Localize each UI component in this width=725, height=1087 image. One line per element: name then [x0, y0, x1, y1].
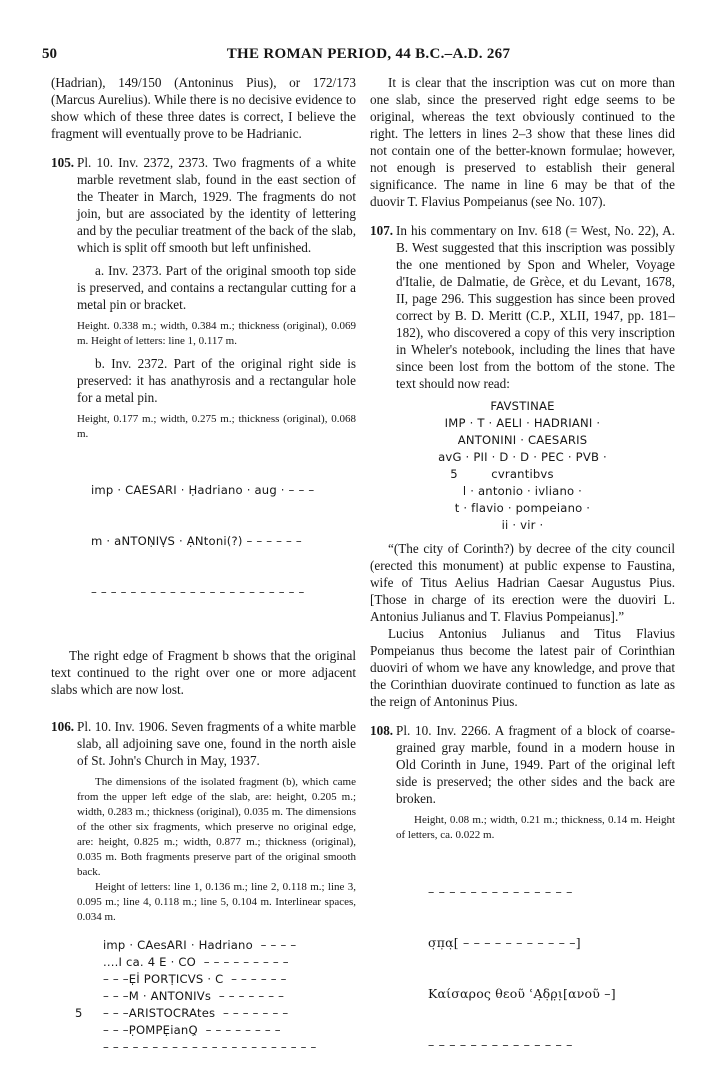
left-column — [51, 74, 356, 1056]
entry-108 — [370, 722, 675, 807]
inscription-line — [370, 398, 675, 415]
inscription-line — [75, 1039, 356, 1056]
inscription-text: imp · CAesARI · Hadriano – – – – — [103, 938, 297, 952]
inscription-line — [75, 954, 356, 971]
inscription-line — [75, 971, 356, 988]
inscription-line — [75, 1005, 356, 1022]
inscription-line — [370, 415, 675, 432]
inscription-line — [370, 483, 675, 500]
entry-108-description: Pl. 10. Inv. 2266. A fragment of a block of coarse-grained gray marble, found in a modern house in Old Corinth in June, 1949. Part of the original left side is preserved; the other sides and the back are broken. — [396, 723, 675, 806]
line-number: 5 — [450, 467, 458, 481]
inscription-line: imp · CAESARI · Ḥadriano · aug · – – – — [91, 483, 315, 497]
running-title: THE ROMAN PERIOD, 44 B.C.–A.D. 267 — [226, 46, 511, 62]
inscription-text: – – – – – – – – – – – – – – – – – – – – – – — [103, 1040, 317, 1054]
fragment-a-description: a. Inv. 2373. Part of the original smooth top side is preserved, and contains a rectangular cutting for a metal pin or bracket. — [77, 263, 356, 312]
inscription-line — [370, 449, 675, 466]
fragment-a-dimensions: Height. 0.338 m.; width, 0.384 m.; thickness (original), 0.069 m. Height of letters: line 1, 0.117 m. — [77, 320, 356, 347]
inscription-line — [370, 466, 675, 483]
inscription-line — [75, 1022, 356, 1039]
entry-107-translation: “(The city of Corinth?) by decree of the city council (erected this monument) at public expense to Faustina, wife of Titus Aelius Hadrian Caesar Augustus Pius. [Those in charge of its erection were the duoviri L. Antonius Julianus and T. Flavius Pompeianus].” — [370, 541, 675, 624]
entry-number: 107. — [370, 223, 394, 238]
inscription-line — [370, 517, 675, 534]
inscription-text: l · antonio · ivliano · — [462, 484, 583, 498]
entry-number: 105. — [51, 155, 75, 170]
inscription-line: – – – – – – – – – – – – – – – – – – – – – – — [91, 585, 305, 599]
right-intro-paragraph: It is clear that the inscription was cut on more than one slab, since the preserved right edge seems to be original, whereas the text obviously continued to the right. The letters in lines 2–3 show that these lines did not contain one of the better-known formulae; however, not enough is preserved to establish their general significance. The name in line 6 may be that of the duovir T. Flavius Pompeianus (see No. 107). — [370, 75, 675, 209]
right-column — [370, 74, 675, 1087]
inscription-text: t · flavio · pompeiano · — [454, 501, 591, 515]
inscription-line: σ̣π̣α̣[ – – – – – – – – – – –] — [428, 935, 581, 950]
inscription-text: ii · vir · — [501, 518, 544, 532]
entry-number: 108. — [370, 723, 394, 738]
line-number: 5 — [75, 1006, 83, 1020]
entry-number: 106. — [51, 719, 75, 734]
inscription-105 — [51, 448, 356, 635]
inscription-line — [75, 937, 356, 954]
inscription-text: ANTONINI · CAESARIS — [457, 433, 588, 447]
inscription-line — [370, 432, 675, 449]
inscription-line: – – – – – – – – – – – – – – — [428, 884, 573, 899]
fragment-b-description: b. Inv. 2372. Part of the original right side is preserved: it has anathyrosis and a rectangular hole for a metal pin. — [77, 356, 356, 405]
inscription-line: Καίσαρος θεοῦ ʿΑ̣δ̣ρ̣ι̣[ανοῦ –] — [428, 986, 616, 1001]
inscription-line — [75, 988, 356, 1005]
inscription-text: – – –P̣OMPẸianQ̣ – – – – – – – – — [103, 1023, 281, 1037]
inscription-text: – – –ARISTOCRAtes – – – – – – – — [103, 1006, 289, 1020]
entry-106 — [51, 718, 356, 769]
left-intro-paragraph: (Hadrian), 149/150 (Antoninus Pius), or 172/173 (Marcus Aurelius). While there is no decisive evidence to show which of these three dates is correct, I believe the fragment will eventually prove to be Hadrianic. — [51, 75, 356, 141]
inscription-106 — [51, 937, 356, 1056]
entry-108-dimensions: Height, 0.08 m.; width, 0.21 m.; thickness, 0.14 m. Height of letters, ca. 0.022 m. — [396, 814, 675, 841]
entry-106-letter-heights: Height of letters: line 1, 0.136 m.; line 2, 0.118 m.; line 3, 0.095 m.; line 4, 0.118 m.; line 5, 0.104 m. Interlinear spaces, 0.034 m. — [77, 881, 356, 923]
inscription-line: m · aNTOṆIṾS · ẠNtoni(?) – – – – – – — [91, 534, 302, 548]
inscription-text: ....I ca. 4 E · CO – – – – – – – – – — [103, 955, 289, 969]
entry-107 — [370, 222, 675, 392]
inscription-text: cvrantibvs — [491, 467, 554, 481]
page-number: 50 — [42, 46, 57, 62]
entry-106-description: Pl. 10. Inv. 1906. Seven fragments of a white marble slab, all adjoining save one, found in the north aisle of St. John's Church in May, 1937. — [77, 719, 356, 768]
inscription-text: – – –M · ANTONIVs – – – – – – – — [103, 989, 285, 1003]
inscription-108 — [370, 849, 675, 1087]
inscription-text: – – –Ẹİ PORṬICVS · C – – – – – – — [103, 972, 287, 986]
inscription-text: FAVSTINAE — [490, 399, 555, 413]
entry-105-description: Pl. 10. Inv. 2372, 2373. Two fragments of a white marble revetment slab, found in the east section of the Theater in March, 1929. The fragments do not join, but are associated by the identity of lettering and by the peculiar treatment of the back of the slab, which is split off smooth but left unfinished. — [77, 155, 356, 255]
page-header — [42, 46, 695, 68]
entry-105 — [51, 154, 356, 256]
entry-107-comment: Lucius Antonius Julianus and Titus Flavius Pompeianus thus become the latest pair of Corinthian duoviri of whom we have any knowledge, and prove that the Corinthian duovirate continued to function as late as the reign of Antoninus Pius. — [370, 626, 675, 709]
inscription-107 — [370, 398, 675, 534]
entry-105-note: The right edge of Fragment b shows that the original text continued to the right over one or more adjacent slabs which are now lost. — [51, 648, 356, 697]
inscription-text: avG · PII · D · D · PEC · PVB · — [438, 450, 607, 464]
fragment-b-dimensions: Height, 0.177 m.; width, 0.275 m.; thickness (original), 0.068 m. — [77, 413, 356, 440]
entry-106-dimensions: The dimensions of the isolated fragment (b), which came from the upper left edge of the slab, are: height, 0.205 m.; width, 0.283 m.; thickness (original), 0.035 m. The dimensions of the other six fragments, which preserve no original edge, are: height, 0.825 m.; width, 0.877 m.; thickness (original), 0.035 m. Both fragments preserve part of the original smooth back. — [77, 776, 356, 878]
inscription-line — [370, 500, 675, 517]
inscription-line: – – – – – – – – – – – – – – — [428, 1037, 573, 1052]
inscription-text: IMP · T · AELI · HADRIANI · — [444, 416, 601, 430]
entry-107-description: In his commentary on Inv. 618 (= West, No. 22), A. B. West suggested that this inscription was possibly the one mentioned by Spon and Wheler, Voyage d'Italie, de Dalmatie, de Grèce, et du Levant, 1678, II, page 296. This suggestion has since been proved correct by B. D. Meritt (C.P., XLII, 1947, pp. 181–182), who discovered a copy of this very inscription in Wheler's notebook, including the lines that have since been lost from the bottom of the stone. The text should now read: — [396, 223, 675, 391]
